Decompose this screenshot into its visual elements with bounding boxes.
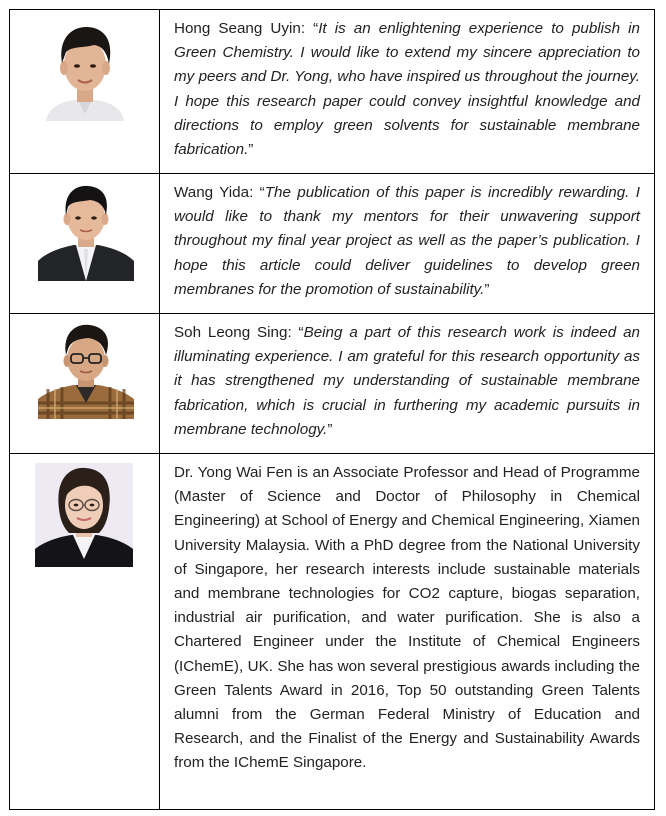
person-name: Soh Leong Sing <box>174 324 288 341</box>
bio-cell <box>160 454 655 810</box>
quote-text: The publication of this paper is incredibly rewarding. I would like to thank my mentors for their unwavering support throughout my final year project as well as the paper’s publication. I hope this article could deliver guidelines to develop green membranes for the promotion of sustainability. <box>174 184 640 298</box>
profiles-table <box>9 9 655 810</box>
table-row <box>10 314 655 454</box>
portrait-photo-hong-seang-uyin <box>38 18 132 121</box>
portrait-photo-wang-yida <box>38 183 134 281</box>
photo-cell <box>10 314 160 454</box>
statement-text: Soh Leong Sing: “Being a part of this research work is indeed an illuminating experience. I am grateful for this research opportunity as it has strengthened my understanding of sustainable membrane fabrication, which is crucial in furthering my academic pursuits in membrane technology.” <box>174 324 640 438</box>
statement-text: Hong Seang Uyin: “It is an enlightening experience to publish in Green Chemistry. I would like to extend my sincere appreciation to my peers and Dr. Yong, who have inspired us throughout the journey. I hope this research paper could convey insightful knowledge and directions to employ green solvents for sustainable membrane fabrication.” <box>174 20 641 159</box>
table-row <box>10 174 655 314</box>
quote-text: It is an enlightening experience to publish in Green Chemistry. I would like to extend my sincere appreciation to my peers and Dr. Yong, who have inspired us throughout the journey. I hope this research paper could convey insightful knowledge and directions to employ green solvents for sustainable membrane fabrication. <box>174 20 641 159</box>
statement-text: Wang Yida: “The publication of this paper is incredibly rewarding. I would like to thank my mentors for their unwavering support throughout my final year project as well as the paper’s publication. I hope this article could deliver guidelines to develop green membranes for the promotion of sustainability.” <box>174 184 640 298</box>
table-row <box>10 10 655 174</box>
portrait-photo-soh-leong-sing <box>38 323 134 419</box>
table-row <box>10 454 655 810</box>
statement-cell <box>160 174 655 314</box>
statement-cell <box>160 314 655 454</box>
photo-cell <box>10 10 160 174</box>
person-name: Hong Seang Uyin <box>174 20 301 37</box>
quote-text: Being a part of this research work is indeed an illuminating experience. I am grateful for this research opportunity as it has strengthened my understanding of sustainable membrane fabrication, which is crucial in furthering my academic pursuits in membrane technology. <box>174 324 640 438</box>
portrait-photo-yong-wai-fen <box>35 463 133 567</box>
statement-cell <box>160 10 655 174</box>
bio-text: Dr. Yong Wai Fen is an Associate Professor and Head of Programme (Master of Science and Doctor of Philosophy in Chemical Engineering) at School of Energy and Chemical Engineering, Xiamen University Malaysia. With a PhD degree from the National University of Singapore, her research interests include sustainable materials and membrane technologies for CO2 capture, biogas separation, industrial air purification, and water purification. She is also a Chartered Engineer under the Institute of Chemical Engineers (IChemE), UK. She has won several prestigious awards including the Green Talents Award in 2016, Top 50 outstanding Green Talents alumni from the German Federal Ministry of Education and Research, and the Finalist of the Energy and Sustainability Awards from the IChemE Singapore. <box>174 464 640 772</box>
photo-cell <box>10 174 160 314</box>
person-name: Wang Yida <box>174 184 250 201</box>
photo-cell <box>10 454 160 810</box>
